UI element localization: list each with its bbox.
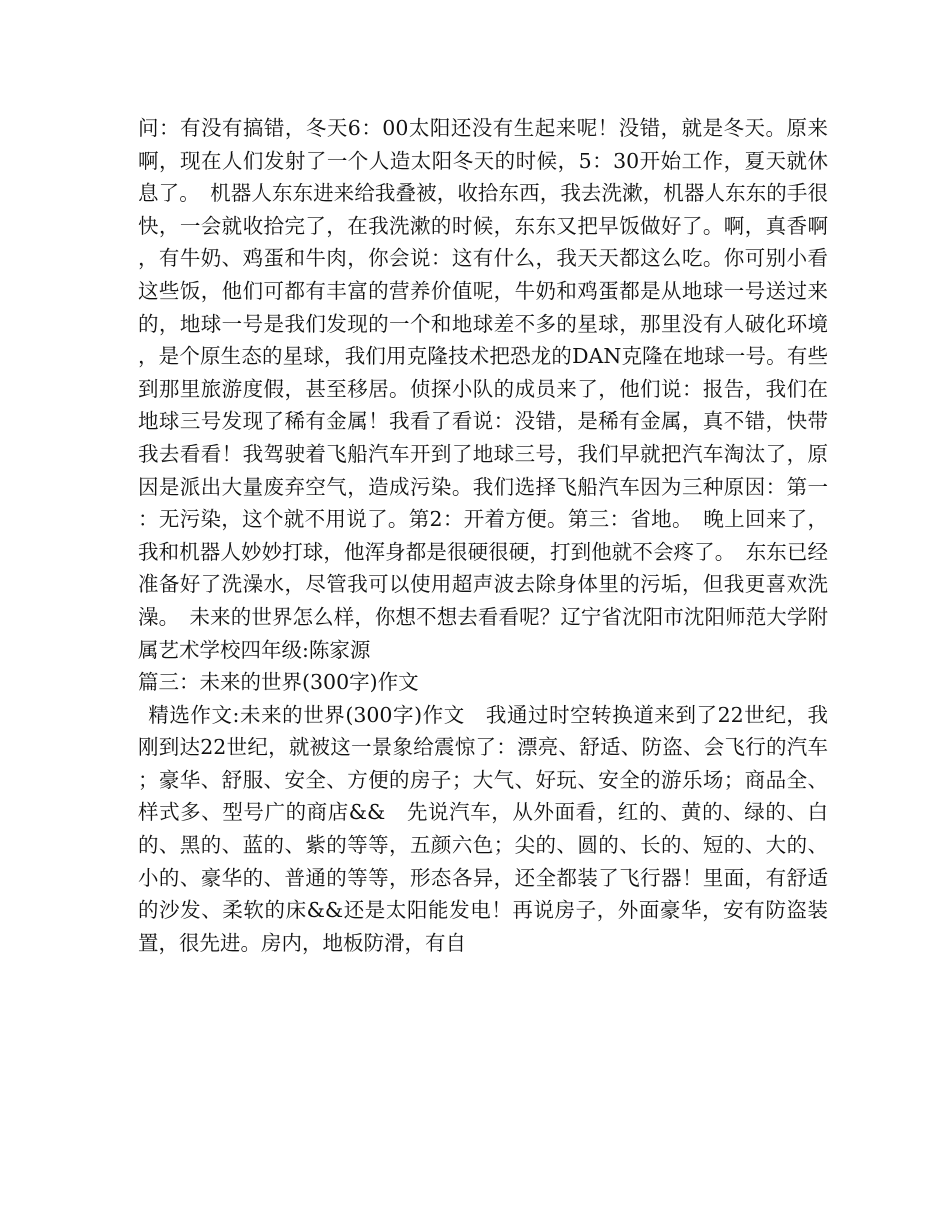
essay-paragraph-new: 精选作文:未来的世界(300字)作文 我通过时空转换道来到了22世纪，我刚到达22世纪，就被这一景象给震惊了：漂亮、舒适、防盗、会飞行的汽车；豪华、舒服、安全、方便的房子；大气、好玩、安全的游乐场；商品全、样式多、型号广的商店&& 先说汽车，从外面看，红的、黄的、绿的、白的、黑的、蓝的、紫的等等，五颜六色；尖的、圆的、长的、短的、大的、小的、豪华的、普通的等等，形态各异，还全都装了飞行器！里面，有舒适的沙发、柔软的床&&还是太阳能发电！再说房子，外面豪华，安有防盗装置，很先进。房内，地板防滑，有自 (138, 702, 828, 955)
essay-paragraph-continued: 问：有没有搞错，冬天6：00太阳还没有生起来呢！没错，就是冬天。原来啊，现在人们发射了一个人造太阳冬天的时候，5：30开始工作，夏天就休息了。 机器人东东进来给我叠被，收拾东西，我去洗漱，机器人东东的手很快，一会就收拾完了，在我洗漱的时候，东东又把早饭做好了。啊，真香啊，有牛奶、鸡蛋和牛肉，你会说：这有什么，我天天都这么吃。你可别小看这些饭，他们可都有丰富的营养价值呢，牛奶和鸡蛋都是从地球一号送过来的，地球一号是我们发现的一个和地球差不多的星球，那里没有人破化环境，是个原生态的星球，我们用克隆技术把恐龙的DAN克隆在地球一号。有些到那里旅游度假，甚至移居。侦探小队的成员来了，他们说：报告，我们在地球三号发现了稀有金属！我看了看说：没错，是稀有金属，真不错，快带我去看看！我驾驶着飞船汽车开到了地球三号，我们早就把汽车淘汰了，原因是派出大量废弃空气，造成污染。我们选择飞船汽车因为三种原因：第一：无污染，这个就不用说了。第2：开着方便。第三：省地。 晚上回来了，我和机器人妙妙打球，他浑身都是很硬很硬，打到他就不会疼了。 东东已经准备好了洗澡水，尽管我可以使用超声波去除身体里的污垢，但我更喜欢洗澡。 未来的世界怎么样，你想不想去看看呢？辽宁省沈阳市沈阳师范大学附属艺术学校四年级:陈家源 (138, 116, 828, 662)
section-heading: 篇三：未来的世界(300字)作文 (138, 670, 419, 695)
document-body (138, 112, 828, 959)
